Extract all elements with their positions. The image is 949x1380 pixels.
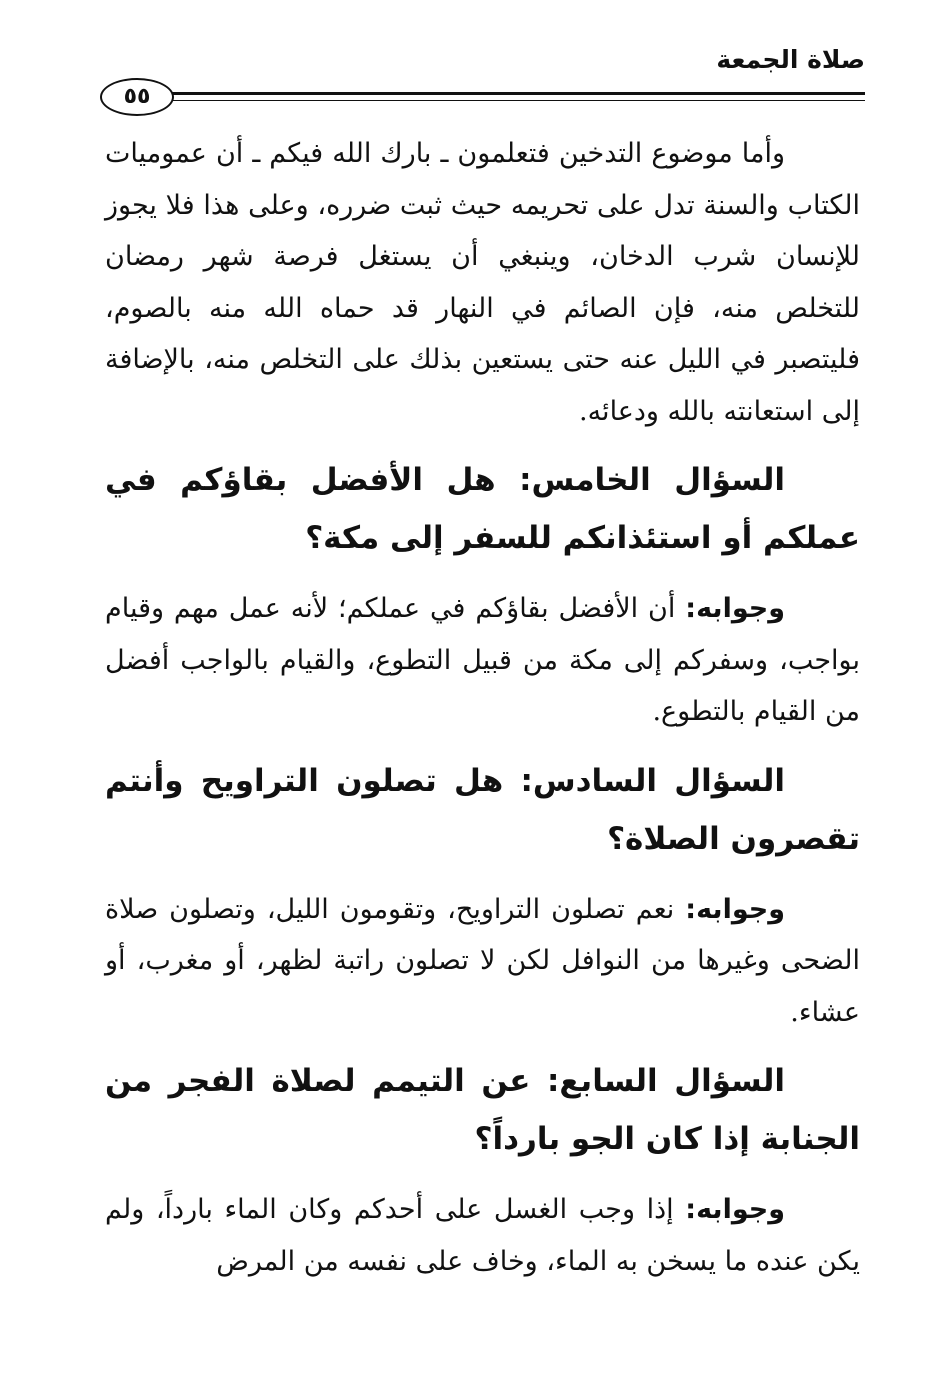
paragraph-smoking: وأما موضوع التدخين فتعلمون ـ بارك الله فيكم ـ أن عموميات الكتاب والسنة تدل على تحريمه حيث ثبت ضرره، وعلى هذا فلا يجوز للإنسان شرب الدخان، وينبغي أن يستغل فرصة شهر رمضان للتخلص منه، فإن الصائم في النهار قد حماه الله منه بالصوم، فليتصبر في الليل عنه حتى يستعين بذلك على التخلص منه، بالإضافة إلى استعانته بالله ودعائه. [105, 138, 860, 427]
answer-7-text: إذا وجب الغسل على أحدكم وكان الماء بارداً، ولم يكن عنده ما يسخن به الماء، وخاف على نفسه من المرض [105, 1194, 860, 1277]
header-rule-thick [160, 92, 865, 95]
question-5: السؤال الخامس: هل الأفضل بقاؤكم في عملكم أو استئذانكم للسفر إلى مكة؟ [105, 462, 860, 556]
answer-6 [105, 884, 860, 1039]
question-6: السؤال السادس: هل تصلون التراويح وأنتم تقصرون الصلاة؟ [105, 762, 860, 857]
page-number: ٥٥ [100, 78, 174, 116]
answer-7-label: وجوابه: [685, 1194, 785, 1225]
running-title: صلاة الجمعة [716, 45, 865, 74]
answer-5-text: أن الأفضل بقاؤكم في عملكم؛ لأنه عمل مهم وقيام بواجب، وسفركم إلى مكة من قبيل التطوع، والقيام بالواجب أفضل من القيام بالتطوع. [105, 593, 860, 727]
answer-6-text: نعم تصلون التراويح، وتقومون الليل، وتصلون صلاة الضحى وغيرها من النوافل لكن لا تصلون راتبة لظهر، أو مغرب، أو عشاء. [105, 893, 860, 1028]
page-body [105, 128, 860, 1287]
page-header [100, 40, 865, 120]
answer-5-label: وجوابه: [685, 593, 785, 624]
header-rule-thin [160, 100, 865, 101]
answer-7 [105, 1184, 860, 1287]
answer-5 [105, 583, 860, 738]
question-7: السؤال السابع: عن التيمم لصلاة الفجر من الجنابة إذا كان الجو بارداً؟ [105, 1063, 860, 1157]
answer-6-label: وجوابه: [685, 893, 785, 925]
